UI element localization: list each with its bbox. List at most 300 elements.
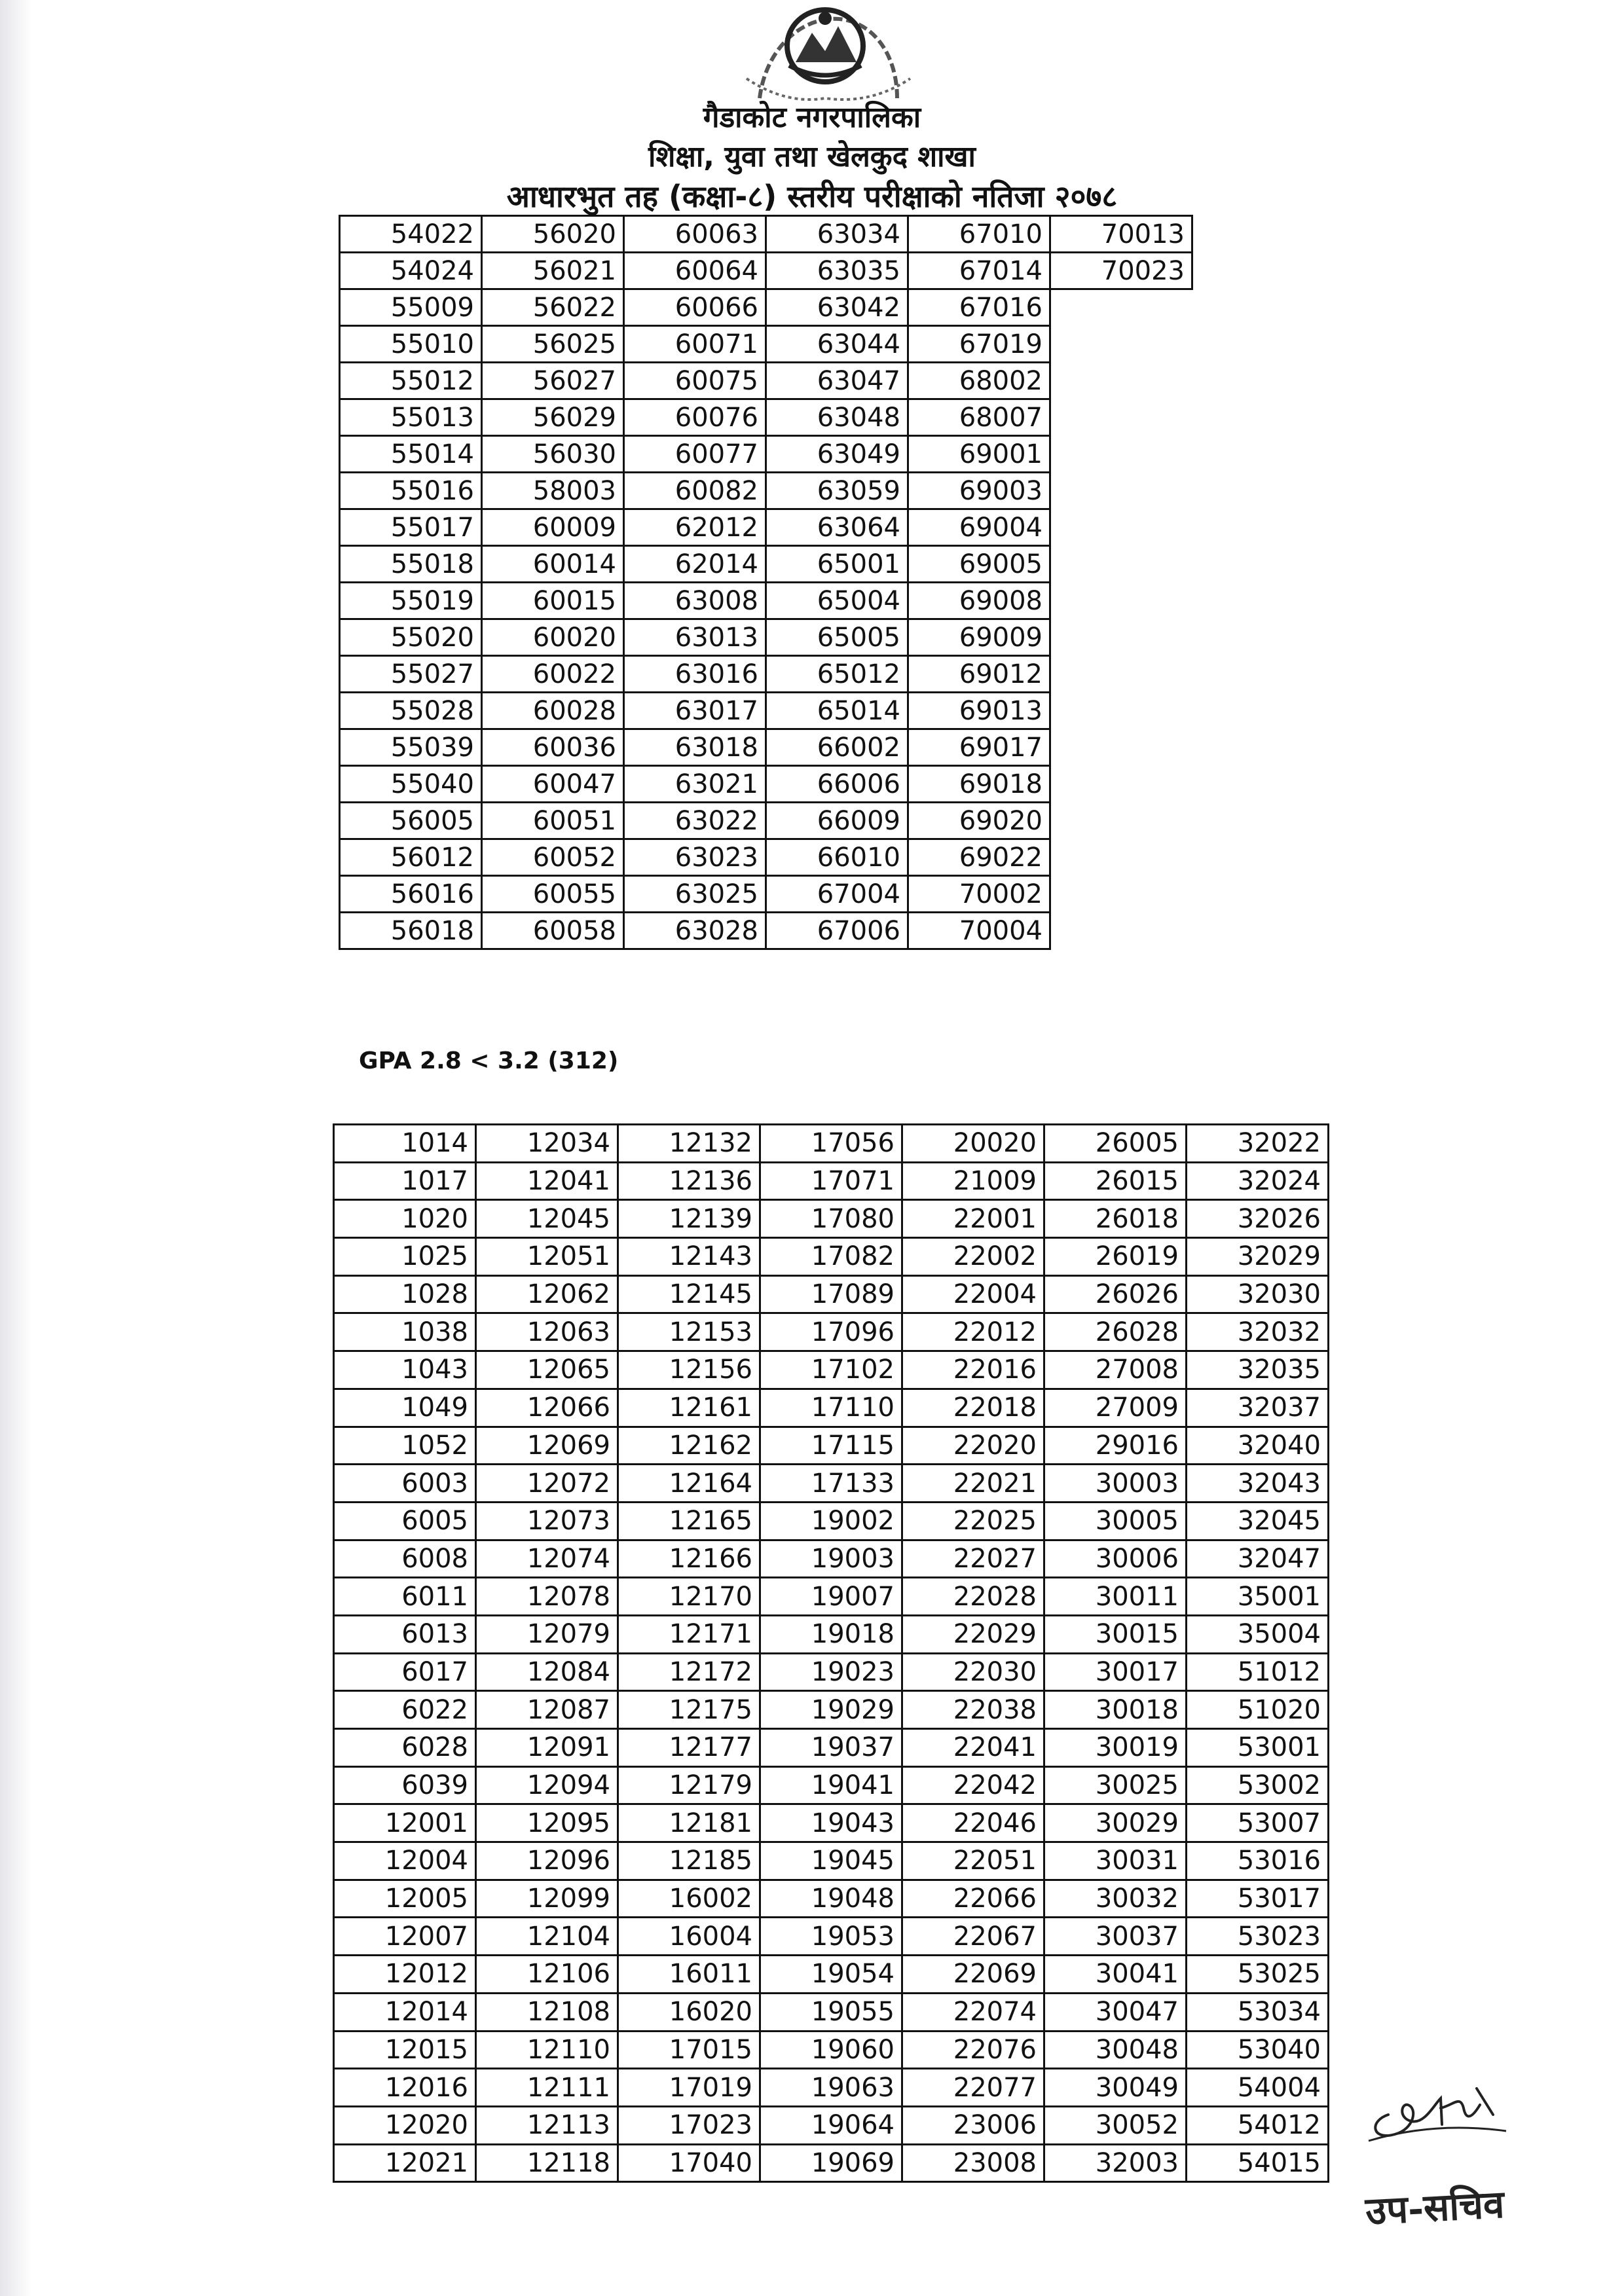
table-cell: 69018 xyxy=(908,766,1050,803)
table-row xyxy=(340,399,1192,436)
table-cell: 56027 xyxy=(482,363,624,399)
table-cell: 65004 xyxy=(766,583,908,619)
table-cell: 30048 xyxy=(1044,2031,1187,2069)
table-cell xyxy=(1050,913,1192,949)
table-cell: 22051 xyxy=(902,1842,1044,1880)
table-cell: 12045 xyxy=(476,1200,618,1238)
table-cell: 17080 xyxy=(760,1200,902,1238)
table-row xyxy=(334,1918,1329,1956)
table-cell: 56018 xyxy=(340,913,482,949)
table-cell: 22077 xyxy=(902,2069,1044,2107)
table-cell: 12179 xyxy=(618,1766,760,1804)
table-cell: 56020 xyxy=(482,216,624,253)
table-cell: 54015 xyxy=(1187,2144,1329,2182)
table-cell: 22030 xyxy=(902,1653,1044,1691)
table-cell: 60022 xyxy=(482,656,624,693)
table-cell: 17015 xyxy=(618,2031,760,2069)
table-cell: 69003 xyxy=(908,473,1050,509)
table-cell: 12065 xyxy=(476,1351,618,1389)
table-cell: 63017 xyxy=(624,693,766,729)
table-cell: 32043 xyxy=(1187,1465,1329,1503)
table-cell: 12175 xyxy=(618,1691,760,1729)
table-cell: 1028 xyxy=(334,1275,476,1313)
table-cell: 60064 xyxy=(624,253,766,289)
table-cell: 65001 xyxy=(766,546,908,583)
table-cell: 26018 xyxy=(1044,1200,1187,1238)
table-cell: 17019 xyxy=(618,2069,760,2107)
table-cell: 12139 xyxy=(618,1200,760,1238)
table-cell: 12106 xyxy=(476,1956,618,1994)
table-cell: 56022 xyxy=(482,289,624,326)
table-cell: 19018 xyxy=(760,1615,902,1653)
table-cell: 6003 xyxy=(334,1465,476,1503)
table-cell: 60020 xyxy=(482,619,624,656)
table-cell: 60063 xyxy=(624,216,766,253)
table-cell xyxy=(1050,693,1192,729)
table-cell: 22046 xyxy=(902,1804,1044,1842)
table-cell: 19023 xyxy=(760,1653,902,1691)
table-cell: 6022 xyxy=(334,1691,476,1729)
results-table-top xyxy=(339,215,1193,950)
table-cell: 19043 xyxy=(760,1804,902,1842)
table-cell: 1014 xyxy=(334,1125,476,1163)
table-cell: 67010 xyxy=(908,216,1050,253)
table-cell: 6011 xyxy=(334,1578,476,1616)
table-cell: 1038 xyxy=(334,1313,476,1351)
table-cell: 32047 xyxy=(1187,1540,1329,1578)
table-cell: 22029 xyxy=(902,1615,1044,1653)
table-cell: 35001 xyxy=(1187,1578,1329,1616)
table-cell: 22038 xyxy=(902,1691,1044,1729)
table-cell: 32032 xyxy=(1187,1313,1329,1351)
table-row xyxy=(340,473,1192,509)
table-cell: 1049 xyxy=(334,1389,476,1427)
table-cell: 22018 xyxy=(902,1389,1044,1427)
table-cell: 55020 xyxy=(340,619,482,656)
table-cell: 63025 xyxy=(624,876,766,913)
table-cell: 69001 xyxy=(908,436,1050,473)
table-cell: 12015 xyxy=(334,2031,476,2069)
table-cell: 30031 xyxy=(1044,1842,1187,1880)
table-cell: 26015 xyxy=(1044,1162,1187,1200)
table-cell: 63042 xyxy=(766,289,908,326)
table-cell: 63064 xyxy=(766,509,908,546)
table-cell: 63034 xyxy=(766,216,908,253)
table-cell: 17102 xyxy=(760,1351,902,1389)
table-row xyxy=(334,1427,1329,1465)
table-cell: 12016 xyxy=(334,2069,476,2107)
table-cell: 12145 xyxy=(618,1275,760,1313)
table-cell: 22042 xyxy=(902,1766,1044,1804)
table-cell: 32026 xyxy=(1187,1200,1329,1238)
table-cell: 6028 xyxy=(334,1729,476,1767)
table-row xyxy=(334,1842,1329,1880)
table-cell xyxy=(1050,619,1192,656)
table-cell: 21009 xyxy=(902,1162,1044,1200)
table-row xyxy=(334,1238,1329,1276)
table-cell: 22028 xyxy=(902,1578,1044,1616)
table-cell: 55039 xyxy=(340,729,482,766)
table-cell: 63021 xyxy=(624,766,766,803)
table-cell: 26019 xyxy=(1044,1238,1187,1276)
table-cell: 12034 xyxy=(476,1125,618,1163)
table-row xyxy=(334,1766,1329,1804)
table-cell: 12063 xyxy=(476,1313,618,1351)
table-cell: 30037 xyxy=(1044,1918,1187,1956)
table-cell: 63008 xyxy=(624,583,766,619)
table-cell: 60036 xyxy=(482,729,624,766)
table-cell: 32040 xyxy=(1187,1427,1329,1465)
table-cell: 17089 xyxy=(760,1275,902,1313)
table-cell: 19048 xyxy=(760,1880,902,1918)
table-cell: 30019 xyxy=(1044,1729,1187,1767)
table-cell: 12074 xyxy=(476,1540,618,1578)
table-cell xyxy=(1050,473,1192,509)
table-cell: 19069 xyxy=(760,2144,902,2182)
table-cell: 19007 xyxy=(760,1578,902,1616)
municipality-name: गैडाकोट नगरपालिका xyxy=(703,101,921,134)
scan-edge-shadow xyxy=(0,0,33,2296)
table-cell: 56021 xyxy=(482,253,624,289)
table-cell: 55009 xyxy=(340,289,482,326)
table-cell: 12099 xyxy=(476,1880,618,1918)
table-cell: 6008 xyxy=(334,1540,476,1578)
table-cell: 32029 xyxy=(1187,1238,1329,1276)
table-cell: 53023 xyxy=(1187,1918,1329,1956)
table-cell: 55018 xyxy=(340,546,482,583)
table-cell: 53001 xyxy=(1187,1729,1329,1767)
table-cell: 70004 xyxy=(908,913,1050,949)
table-cell: 19041 xyxy=(760,1766,902,1804)
table-cell: 53002 xyxy=(1187,1766,1329,1804)
table-cell: 19037 xyxy=(760,1729,902,1767)
table-cell: 23006 xyxy=(902,2106,1044,2144)
table-row xyxy=(340,216,1192,253)
table-row xyxy=(334,1804,1329,1842)
table-cell: 12072 xyxy=(476,1465,618,1503)
table-cell: 12087 xyxy=(476,1691,618,1729)
table-cell: 53040 xyxy=(1187,2031,1329,2069)
table-cell: 6013 xyxy=(334,1615,476,1653)
table-cell: 65005 xyxy=(766,619,908,656)
table-cell: 12162 xyxy=(618,1427,760,1465)
table-cell: 12073 xyxy=(476,1502,618,1540)
table-cell: 55012 xyxy=(340,363,482,399)
table-cell: 17023 xyxy=(618,2106,760,2144)
table-cell: 32024 xyxy=(1187,1162,1329,1200)
table-cell: 12051 xyxy=(476,1238,618,1276)
table-cell xyxy=(1050,436,1192,473)
table-cell: 12012 xyxy=(334,1956,476,1994)
table-cell: 12078 xyxy=(476,1578,618,1616)
table-cell: 66002 xyxy=(766,729,908,766)
section-name: शिक्षा, युवा तथा खेलकुद शाखा xyxy=(648,140,976,173)
table-row xyxy=(340,693,1192,729)
table-cell: 63049 xyxy=(766,436,908,473)
table-cell: 56012 xyxy=(340,839,482,876)
table-cell: 6005 xyxy=(334,1502,476,1540)
table-cell: 63023 xyxy=(624,839,766,876)
table-row xyxy=(340,839,1192,876)
table-cell xyxy=(1050,803,1192,839)
table-cell: 51012 xyxy=(1187,1653,1329,1691)
table-cell: 23008 xyxy=(902,2144,1044,2182)
table-cell: 12185 xyxy=(618,1842,760,1880)
table-cell: 69013 xyxy=(908,693,1050,729)
table-row xyxy=(334,1993,1329,2031)
table-cell: 16004 xyxy=(618,1918,760,1956)
table-cell: 69022 xyxy=(908,839,1050,876)
table-cell: 63047 xyxy=(766,363,908,399)
table-cell: 12111 xyxy=(476,2069,618,2107)
table-cell: 30015 xyxy=(1044,1615,1187,1653)
gpa-heading: GPA 2.8 < 3.2 (312) xyxy=(359,1048,619,1074)
table-cell: 17115 xyxy=(760,1427,902,1465)
table-cell: 30049 xyxy=(1044,2069,1187,2107)
municipality-emblem-icon xyxy=(707,0,943,111)
table-cell: 22016 xyxy=(902,1351,1044,1389)
table-cell: 60075 xyxy=(624,363,766,399)
table-cell: 53007 xyxy=(1187,1804,1329,1842)
table-cell: 32045 xyxy=(1187,1502,1329,1540)
table-cell: 19045 xyxy=(760,1842,902,1880)
table-cell: 6039 xyxy=(334,1766,476,1804)
table-cell: 60015 xyxy=(482,583,624,619)
table-cell: 62012 xyxy=(624,509,766,546)
table-row xyxy=(340,546,1192,583)
table-cell: 56030 xyxy=(482,436,624,473)
table-cell: 12177 xyxy=(618,1729,760,1767)
table-cell: 12062 xyxy=(476,1275,618,1313)
table-row xyxy=(334,2144,1329,2182)
table-cell: 12161 xyxy=(618,1389,760,1427)
table-cell: 6017 xyxy=(334,1653,476,1691)
table-cell: 22004 xyxy=(902,1275,1044,1313)
table-cell: 30005 xyxy=(1044,1502,1187,1540)
table-cell: 12069 xyxy=(476,1427,618,1465)
table-cell: 70023 xyxy=(1050,253,1192,289)
table-cell: 17133 xyxy=(760,1465,902,1503)
table-cell: 60058 xyxy=(482,913,624,949)
table-cell: 22027 xyxy=(902,1540,1044,1578)
table-row xyxy=(334,2069,1329,2107)
table-cell: 70002 xyxy=(908,876,1050,913)
table-cell: 12156 xyxy=(618,1351,760,1389)
table-cell: 22012 xyxy=(902,1313,1044,1351)
table-cell: 30041 xyxy=(1044,1956,1187,1994)
results-table-gpa xyxy=(333,1123,1329,2183)
table-cell: 63016 xyxy=(624,656,766,693)
table-cell: 1052 xyxy=(334,1427,476,1465)
table-cell: 19054 xyxy=(760,1956,902,1994)
table-cell: 67014 xyxy=(908,253,1050,289)
table-cell: 22067 xyxy=(902,1918,1044,1956)
table-cell: 19063 xyxy=(760,2069,902,2107)
table-cell: 22074 xyxy=(902,1993,1044,2031)
table-row xyxy=(334,1540,1329,1578)
table-cell: 65012 xyxy=(766,656,908,693)
table-cell: 29016 xyxy=(1044,1427,1187,1465)
table-row xyxy=(340,729,1192,766)
table-cell xyxy=(1050,289,1192,326)
page-title: आधारभुत तह (कक्षा-८) स्तरीय परीक्षाको नतिजा २०७८ xyxy=(506,179,1118,214)
table-cell: 54012 xyxy=(1187,2106,1329,2144)
table-row xyxy=(340,583,1192,619)
table-cell xyxy=(1050,509,1192,546)
table-cell: 69004 xyxy=(908,509,1050,546)
table-cell: 60051 xyxy=(482,803,624,839)
table-cell: 16020 xyxy=(618,1993,760,2031)
table-cell: 16011 xyxy=(618,1956,760,1994)
table-cell: 1043 xyxy=(334,1351,476,1389)
table-cell: 69005 xyxy=(908,546,1050,583)
table-cell: 12136 xyxy=(618,1162,760,1200)
table-row xyxy=(340,326,1192,363)
table-cell: 66006 xyxy=(766,766,908,803)
table-cell: 30025 xyxy=(1044,1766,1187,1804)
table-cell: 12171 xyxy=(618,1615,760,1653)
table-cell xyxy=(1050,656,1192,693)
table-cell: 60052 xyxy=(482,839,624,876)
table-cell: 17082 xyxy=(760,1238,902,1276)
table-cell: 12165 xyxy=(618,1502,760,1540)
table-row xyxy=(334,1653,1329,1691)
table-cell: 22076 xyxy=(902,2031,1044,2069)
table-cell: 60014 xyxy=(482,546,624,583)
table-cell: 12172 xyxy=(618,1653,760,1691)
table-cell: 60071 xyxy=(624,326,766,363)
table-cell: 60028 xyxy=(482,693,624,729)
table-cell xyxy=(1050,839,1192,876)
table-cell: 27009 xyxy=(1044,1389,1187,1427)
table-cell: 63013 xyxy=(624,619,766,656)
table-cell: 30017 xyxy=(1044,1653,1187,1691)
table-cell: 63028 xyxy=(624,913,766,949)
signature-title: उप-सचिव xyxy=(1364,2181,1505,2234)
table-cell: 56016 xyxy=(340,876,482,913)
table-cell: 60066 xyxy=(624,289,766,326)
table-cell: 62014 xyxy=(624,546,766,583)
table-cell: 66009 xyxy=(766,803,908,839)
table-cell: 30006 xyxy=(1044,1540,1187,1578)
table-cell xyxy=(1050,399,1192,436)
table-cell: 26026 xyxy=(1044,1275,1187,1313)
table-cell: 56005 xyxy=(340,803,482,839)
table-cell: 54024 xyxy=(340,253,482,289)
table-cell: 12007 xyxy=(334,1918,476,1956)
table-cell: 53025 xyxy=(1187,1956,1329,1994)
table-cell: 22020 xyxy=(902,1427,1044,1465)
table-cell xyxy=(1050,729,1192,766)
table-cell: 12181 xyxy=(618,1804,760,1842)
table-cell: 12004 xyxy=(334,1842,476,1880)
table-cell: 20020 xyxy=(902,1125,1044,1163)
table-cell: 60077 xyxy=(624,436,766,473)
table-row xyxy=(340,289,1192,326)
table-cell: 69012 xyxy=(908,656,1050,693)
table-cell xyxy=(1050,583,1192,619)
table-cell: 12113 xyxy=(476,2106,618,2144)
table-cell: 12143 xyxy=(618,1238,760,1276)
table-row xyxy=(334,2031,1329,2069)
table-cell: 12153 xyxy=(618,1313,760,1351)
table-cell: 55040 xyxy=(340,766,482,803)
table-cell: 30047 xyxy=(1044,1993,1187,2031)
table-cell: 67019 xyxy=(908,326,1050,363)
table-cell: 19055 xyxy=(760,1993,902,2031)
table-row xyxy=(334,1351,1329,1389)
table-cell: 67004 xyxy=(766,876,908,913)
table-cell: 55010 xyxy=(340,326,482,363)
table-row xyxy=(334,1313,1329,1351)
table-cell: 60082 xyxy=(624,473,766,509)
table-cell xyxy=(1050,363,1192,399)
table-row xyxy=(340,656,1192,693)
table-row xyxy=(334,1162,1329,1200)
table-cell: 30029 xyxy=(1044,1804,1187,1842)
table-cell: 63018 xyxy=(624,729,766,766)
table-cell: 32035 xyxy=(1187,1351,1329,1389)
table-cell: 60055 xyxy=(482,876,624,913)
table-cell: 32030 xyxy=(1187,1275,1329,1313)
table-cell: 66010 xyxy=(766,839,908,876)
table-cell: 19003 xyxy=(760,1540,902,1578)
table-cell: 55027 xyxy=(340,656,482,693)
table-cell: 60076 xyxy=(624,399,766,436)
table-cell: 67016 xyxy=(908,289,1050,326)
table-cell: 51020 xyxy=(1187,1691,1329,1729)
table-cell xyxy=(1050,766,1192,803)
table-cell: 53016 xyxy=(1187,1842,1329,1880)
table-cell: 70013 xyxy=(1050,216,1192,253)
table-cell: 30003 xyxy=(1044,1465,1187,1503)
table-cell: 55017 xyxy=(340,509,482,546)
table-cell: 12084 xyxy=(476,1653,618,1691)
table-cell: 68007 xyxy=(908,399,1050,436)
table-cell: 54022 xyxy=(340,216,482,253)
table-cell: 22069 xyxy=(902,1956,1044,1994)
table-row xyxy=(340,509,1192,546)
table-row xyxy=(334,1956,1329,1994)
table-cell: 69008 xyxy=(908,583,1050,619)
table-cell: 55013 xyxy=(340,399,482,436)
table-cell: 19029 xyxy=(760,1691,902,1729)
table-row xyxy=(334,1880,1329,1918)
table-cell: 12021 xyxy=(334,2144,476,2182)
table-cell: 19060 xyxy=(760,2031,902,2069)
table-cell xyxy=(1050,546,1192,583)
table-cell: 63048 xyxy=(766,399,908,436)
table-cell: 68002 xyxy=(908,363,1050,399)
table-cell: 12110 xyxy=(476,2031,618,2069)
table-row xyxy=(334,1615,1329,1653)
table-cell: 65014 xyxy=(766,693,908,729)
table-cell: 12014 xyxy=(334,1993,476,2031)
table-row xyxy=(334,1275,1329,1313)
table-cell: 12066 xyxy=(476,1389,618,1427)
table-row xyxy=(334,2106,1329,2144)
table-cell: 26005 xyxy=(1044,1125,1187,1163)
table-cell: 12108 xyxy=(476,1993,618,2031)
table-cell: 56029 xyxy=(482,399,624,436)
table-cell: 56025 xyxy=(482,326,624,363)
table-cell: 53034 xyxy=(1187,1993,1329,2031)
table-row xyxy=(340,803,1192,839)
table-cell: 55016 xyxy=(340,473,482,509)
table-cell: 63022 xyxy=(624,803,766,839)
table-cell: 12005 xyxy=(334,1880,476,1918)
table-cell: 12096 xyxy=(476,1842,618,1880)
